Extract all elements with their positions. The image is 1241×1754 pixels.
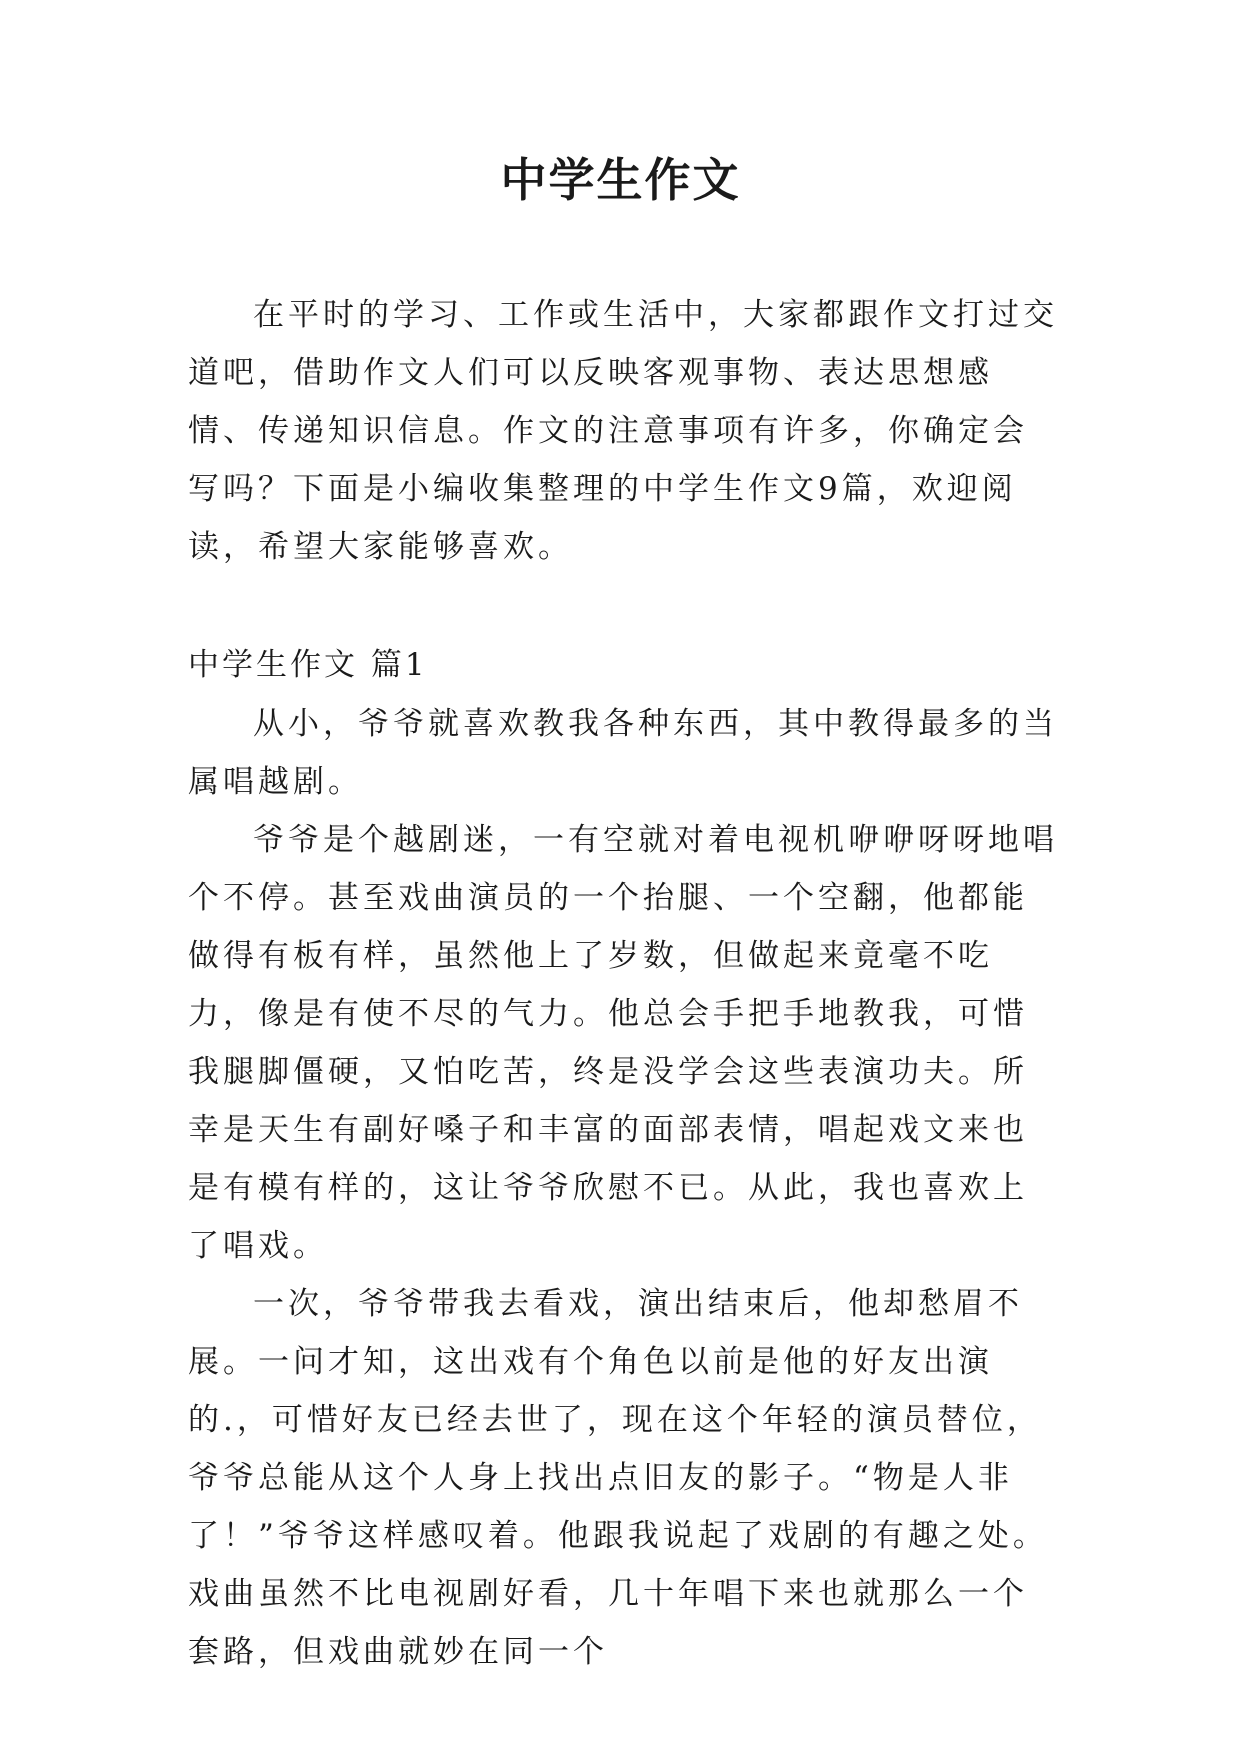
intro-paragraph: 在平时的学习、工作或生活中，大家都跟作文打过交道吧，借助作文人们可以反映客观事物、表达思想感情、传递知识信息。作文的注意事项有许多，你确定会写吗？下面是小编收集整理的中学生作文9篇，欢迎阅读，希望大家能够喜欢。 xyxy=(188,297,1058,565)
article-paragraph: 爷爷是个越剧迷，一有空就对着电视机咿咿呀呀地唱个不停。甚至戏曲演员的一个抬腿、一个空翻，他都能做得有板有样，虽然他上了岁数，但做起来竟毫不吃力，像是有使不尽的气力。他总会手把手地教我，可惜我腿脚僵硬，又怕吃苦，终是没学会这些表演功夫。所幸是天生有副好嗓子和丰富的面部表情，唱起戏文来也是有模有样的，这让爷爷欣慰不已。从此，我也喜欢上了唱戏。 xyxy=(188,822,1058,1264)
document-title: 中学生作文 xyxy=(500,153,741,207)
article-body xyxy=(188,695,1058,1681)
article-paragraph: 一次，爷爷带我去看戏，演出结束后，他却愁眉不展。一问才知，这出戏有个角色以前是他的好友出演的.，可惜好友已经去世了，现在这个年轻的演员替位，爷爷总能从这个人身上找出点旧友的影子。“物是人非了！”爷爷这样感叹着。他跟我说起了戏剧的有趣之处。戏曲虽然不比电视剧好看，几十年唱下来也就那么一个套路，但戏曲就妙在同一个 xyxy=(188,1286,1048,1670)
article-paragraph: 从小，爷爷就喜欢教我各种东西，其中教得最多的当属唱越剧。 xyxy=(188,706,1058,800)
section-heading: 中学生作文 篇1 xyxy=(188,647,428,683)
